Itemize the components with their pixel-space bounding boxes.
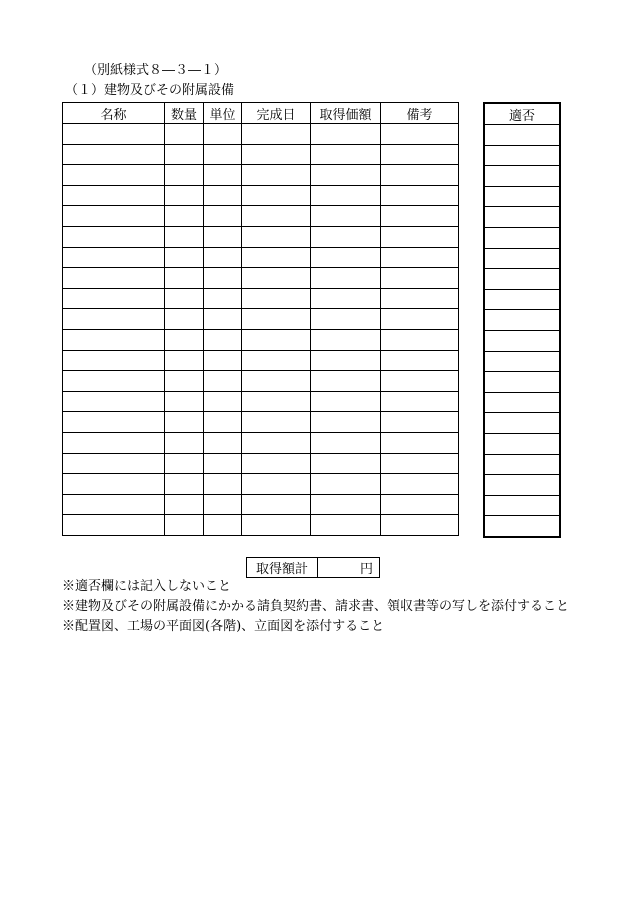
cell-acquisition-price[interactable]	[311, 309, 381, 330]
table-row	[63, 309, 459, 330]
cell-approval[interactable]	[484, 186, 560, 207]
cell-quantity[interactable]	[165, 453, 204, 474]
cell-approval[interactable]	[484, 495, 560, 516]
cell-completion-date[interactable]	[242, 515, 311, 536]
cell-quantity[interactable]	[165, 515, 204, 536]
cell-name[interactable]	[63, 268, 165, 289]
cell-approval[interactable]	[484, 413, 560, 434]
form-id: （別紙様式８―３―１）	[84, 63, 228, 78]
note-approval: ※適否欄には記入しないこと	[62, 579, 232, 594]
approval-row	[484, 495, 560, 516]
cell-remarks[interactable]	[381, 309, 459, 330]
approval-row	[484, 475, 560, 496]
cell-completion-date[interactable]	[242, 453, 311, 474]
cell-completion-date[interactable]	[242, 288, 311, 309]
column-header-remarks: 備考	[381, 103, 459, 124]
cell-acquisition-price[interactable]	[311, 206, 381, 227]
section-title: （１）建物及びその附属設備	[65, 83, 235, 98]
approval-row	[484, 145, 560, 166]
table-row	[63, 494, 459, 515]
table-row	[63, 453, 459, 474]
cell-approval[interactable]	[484, 454, 560, 475]
cell-remarks[interactable]	[381, 288, 459, 309]
cell-approval[interactable]	[484, 289, 560, 310]
cell-unit[interactable]	[204, 329, 242, 350]
cell-acquisition-price[interactable]	[311, 515, 381, 536]
cell-unit[interactable]	[204, 309, 242, 330]
table-row	[63, 391, 459, 412]
cell-name[interactable]	[63, 474, 165, 495]
cell-approval[interactable]	[484, 475, 560, 496]
cell-unit[interactable]	[204, 206, 242, 227]
cell-name[interactable]	[63, 309, 165, 330]
cell-acquisition-price[interactable]	[311, 432, 381, 453]
cell-name[interactable]	[63, 515, 165, 536]
cell-approval[interactable]	[484, 516, 560, 537]
note-attach-contracts: ※建物及びその附属設備にかかる請負契約書、請求書、領収書等の写しを添付すること	[62, 599, 570, 614]
cell-name[interactable]	[63, 453, 165, 474]
approval-row	[484, 248, 560, 269]
approval-row	[484, 289, 560, 310]
table-row	[63, 288, 459, 309]
cell-name[interactable]	[63, 288, 165, 309]
cell-acquisition-price[interactable]	[311, 185, 381, 206]
cell-acquisition-price[interactable]	[311, 124, 381, 145]
assets-table	[62, 102, 459, 536]
approval-row	[484, 392, 560, 413]
cell-remarks[interactable]	[381, 474, 459, 495]
cell-quantity[interactable]	[165, 391, 204, 412]
cell-name[interactable]	[63, 165, 165, 186]
column-header-acquisition-price: 取得価額	[311, 103, 381, 124]
cell-approval[interactable]	[484, 392, 560, 413]
total-row	[247, 558, 380, 578]
cell-quantity[interactable]	[165, 144, 204, 165]
cell-quantity[interactable]	[165, 288, 204, 309]
cell-quantity[interactable]	[165, 268, 204, 289]
cell-unit[interactable]	[204, 494, 242, 515]
cell-unit[interactable]	[204, 124, 242, 145]
cell-acquisition-price[interactable]	[311, 371, 381, 392]
cell-name[interactable]	[63, 371, 165, 392]
cell-approval[interactable]	[484, 372, 560, 393]
approval-row	[484, 125, 560, 146]
column-header-unit: 単位	[204, 103, 242, 124]
approval-row	[484, 207, 560, 228]
table-row	[63, 165, 459, 186]
cell-approval[interactable]	[484, 433, 560, 454]
cell-approval[interactable]	[484, 269, 560, 290]
cell-quantity[interactable]	[165, 329, 204, 350]
approval-table	[483, 102, 561, 538]
cell-name[interactable]	[63, 247, 165, 268]
cell-name[interactable]	[63, 124, 165, 145]
cell-completion-date[interactable]	[242, 268, 311, 289]
cell-unit[interactable]	[204, 371, 242, 392]
cell-approval[interactable]	[484, 330, 560, 351]
cell-unit[interactable]	[204, 144, 242, 165]
cell-unit[interactable]	[204, 412, 242, 433]
cell-completion-date[interactable]	[242, 206, 311, 227]
cell-unit[interactable]	[204, 432, 242, 453]
cell-completion-date[interactable]	[242, 474, 311, 495]
cell-unit[interactable]	[204, 165, 242, 186]
cell-completion-date[interactable]	[242, 185, 311, 206]
column-header-quantity: 数量	[165, 103, 204, 124]
approval-row	[484, 433, 560, 454]
approval-row	[484, 330, 560, 351]
cell-completion-date[interactable]	[242, 329, 311, 350]
cell-remarks[interactable]	[381, 185, 459, 206]
cell-acquisition-price[interactable]	[311, 412, 381, 433]
cell-approval[interactable]	[484, 166, 560, 187]
cell-completion-date[interactable]	[242, 165, 311, 186]
cell-quantity[interactable]	[165, 206, 204, 227]
table-row	[63, 144, 459, 165]
table-row	[63, 124, 459, 145]
note-attach-drawings: ※配置図、工場の平面図(各階)、立面図を添付すること	[62, 619, 385, 634]
cell-completion-date[interactable]	[242, 226, 311, 247]
cell-unit[interactable]	[204, 453, 242, 474]
cell-approval[interactable]	[484, 310, 560, 331]
table-row	[63, 371, 459, 392]
cell-remarks[interactable]	[381, 432, 459, 453]
column-header-approval: 適否	[484, 103, 560, 125]
cell-remarks[interactable]	[381, 268, 459, 289]
cell-completion-date[interactable]	[242, 412, 311, 433]
cell-completion-date[interactable]	[242, 350, 311, 371]
cell-quantity[interactable]	[165, 474, 204, 495]
cell-remarks[interactable]	[381, 453, 459, 474]
table-row	[63, 226, 459, 247]
table-row	[63, 515, 459, 536]
cell-completion-date[interactable]	[242, 124, 311, 145]
approval-row	[484, 227, 560, 248]
cell-quantity[interactable]	[165, 412, 204, 433]
cell-unit[interactable]	[204, 247, 242, 268]
cell-quantity[interactable]	[165, 165, 204, 186]
cell-name[interactable]	[63, 226, 165, 247]
cell-remarks[interactable]	[381, 515, 459, 536]
cell-quantity[interactable]	[165, 432, 204, 453]
table-row	[63, 432, 459, 453]
cell-approval[interactable]	[484, 248, 560, 269]
cell-completion-date[interactable]	[242, 391, 311, 412]
approval-row	[484, 372, 560, 393]
cell-remarks[interactable]	[381, 350, 459, 371]
cell-name[interactable]	[63, 144, 165, 165]
cell-acquisition-price[interactable]	[311, 165, 381, 186]
cell-name[interactable]	[63, 350, 165, 371]
cell-remarks[interactable]	[381, 329, 459, 350]
cell-quantity[interactable]	[165, 494, 204, 515]
cell-acquisition-price[interactable]	[311, 474, 381, 495]
cell-remarks[interactable]	[381, 247, 459, 268]
cell-remarks[interactable]	[381, 144, 459, 165]
table-header-row	[63, 103, 459, 124]
cell-completion-date[interactable]	[242, 144, 311, 165]
table-row	[63, 206, 459, 227]
cell-quantity[interactable]	[165, 124, 204, 145]
table-row	[63, 474, 459, 495]
cell-quantity[interactable]	[165, 185, 204, 206]
cell-acquisition-price[interactable]	[311, 247, 381, 268]
cell-remarks[interactable]	[381, 124, 459, 145]
approval-header-row	[484, 103, 560, 125]
cell-remarks[interactable]	[381, 165, 459, 186]
cell-unit[interactable]	[204, 474, 242, 495]
cell-completion-date[interactable]	[242, 371, 311, 392]
cell-unit[interactable]	[204, 288, 242, 309]
cell-unit[interactable]	[204, 226, 242, 247]
cell-name[interactable]	[63, 494, 165, 515]
approval-row	[484, 166, 560, 187]
cell-unit[interactable]	[204, 515, 242, 536]
cell-acquisition-price[interactable]	[311, 268, 381, 289]
cell-remarks[interactable]	[381, 412, 459, 433]
cell-name[interactable]	[63, 412, 165, 433]
cell-unit[interactable]	[204, 391, 242, 412]
cell-acquisition-price[interactable]	[311, 329, 381, 350]
cell-name[interactable]	[63, 329, 165, 350]
table-row	[63, 185, 459, 206]
cell-acquisition-price[interactable]	[311, 453, 381, 474]
cell-completion-date[interactable]	[242, 247, 311, 268]
cell-acquisition-price[interactable]	[311, 288, 381, 309]
cell-acquisition-price[interactable]	[311, 391, 381, 412]
table-row	[63, 247, 459, 268]
total-value[interactable]: 円	[318, 558, 380, 578]
approval-row	[484, 269, 560, 290]
cell-completion-date[interactable]	[242, 432, 311, 453]
cell-approval[interactable]	[484, 125, 560, 146]
table-row	[63, 350, 459, 371]
cell-acquisition-price[interactable]	[311, 350, 381, 371]
cell-quantity[interactable]	[165, 309, 204, 330]
total-table	[246, 557, 380, 578]
table-row	[63, 329, 459, 350]
cell-acquisition-price[interactable]	[311, 144, 381, 165]
approval-row	[484, 413, 560, 434]
cell-completion-date[interactable]	[242, 309, 311, 330]
approval-row	[484, 186, 560, 207]
approval-row	[484, 516, 560, 537]
total-label: 取得額計	[247, 558, 318, 578]
cell-remarks[interactable]	[381, 226, 459, 247]
cell-completion-date[interactable]	[242, 494, 311, 515]
cell-approval[interactable]	[484, 351, 560, 372]
cell-remarks[interactable]	[381, 371, 459, 392]
cell-remarks[interactable]	[381, 391, 459, 412]
cell-approval[interactable]	[484, 145, 560, 166]
cell-quantity[interactable]	[165, 247, 204, 268]
table-row	[63, 412, 459, 433]
cell-name[interactable]	[63, 391, 165, 412]
cell-unit[interactable]	[204, 268, 242, 289]
cell-acquisition-price[interactable]	[311, 226, 381, 247]
column-header-completion-date: 完成日	[242, 103, 311, 124]
column-header-name: 名称	[63, 103, 165, 124]
cell-unit[interactable]	[204, 350, 242, 371]
cell-quantity[interactable]	[165, 371, 204, 392]
cell-remarks[interactable]	[381, 206, 459, 227]
table-row	[63, 268, 459, 289]
approval-row	[484, 454, 560, 475]
cell-approval[interactable]	[484, 227, 560, 248]
cell-remarks[interactable]	[381, 494, 459, 515]
approval-row	[484, 310, 560, 331]
approval-row	[484, 351, 560, 372]
cell-approval[interactable]	[484, 207, 560, 228]
cell-quantity[interactable]	[165, 350, 204, 371]
cell-name[interactable]	[63, 185, 165, 206]
cell-name[interactable]	[63, 432, 165, 453]
cell-quantity[interactable]	[165, 226, 204, 247]
cell-name[interactable]	[63, 206, 165, 227]
cell-unit[interactable]	[204, 185, 242, 206]
cell-acquisition-price[interactable]	[311, 494, 381, 515]
